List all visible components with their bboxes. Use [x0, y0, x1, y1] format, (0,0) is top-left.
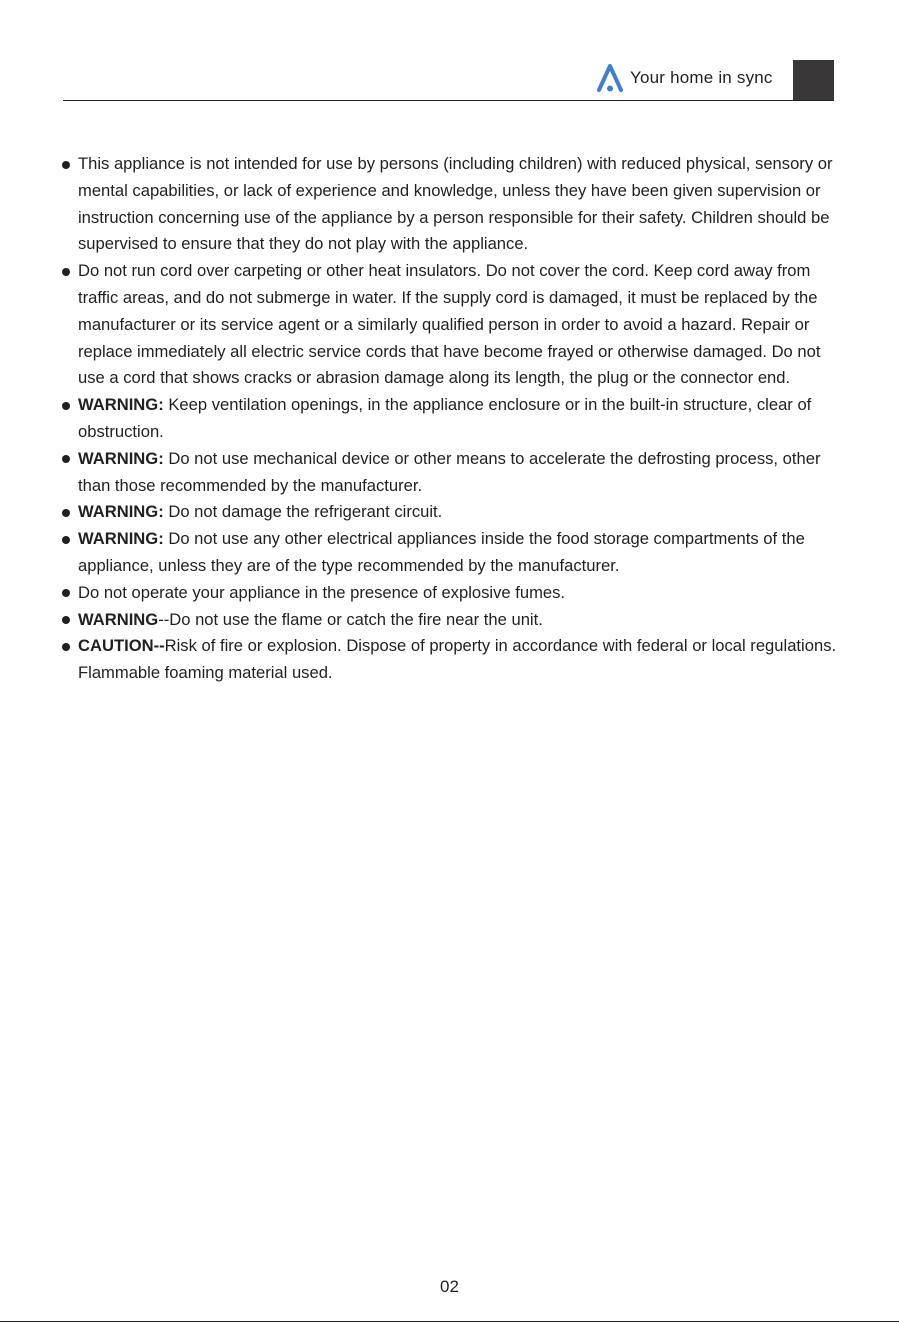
bullet-icon	[62, 161, 70, 169]
bullet-icon	[62, 616, 70, 624]
item-text: Keep ventilation openings, in the appliance enclosure or in the built-in structure, clear of obstruction.	[78, 395, 812, 441]
list-item	[62, 633, 837, 687]
safety-instructions-list	[62, 151, 837, 687]
list-item	[62, 607, 837, 634]
brand-tagline: Your home in sync	[630, 68, 773, 87]
list-item	[62, 151, 837, 258]
list-item	[62, 580, 837, 607]
item-lead: CAUTION--	[78, 636, 165, 656]
bullet-icon	[62, 589, 70, 597]
list-item	[62, 499, 837, 526]
page-number: 02	[440, 1277, 459, 1296]
item-text: Do not use mechanical device or other means to accelerate the defrosting process, other than those recommended by the manufacturer.	[78, 448, 821, 495]
item-lead: WARNING:	[78, 448, 164, 468]
header-divider	[63, 100, 834, 101]
item-lead: WARNING	[78, 609, 159, 629]
item-text: Risk of fire or explosion. Dispose of property in accordance with federal or local regulations. Flammable foaming material used.	[78, 636, 837, 683]
header-color-block	[793, 60, 834, 101]
list-item	[62, 446, 837, 500]
item-text: Do not damage the refrigerant circuit.	[163, 502, 443, 522]
item-lead: WARNING:	[78, 502, 164, 522]
item-lead: WARNING:	[78, 395, 164, 415]
item-text: This appliance is not intended for use by persons (including children) with reduced physical, sensory or mental capabilities, or lack of experience and knowledge, unless they have been given supervision or instruction concerning use of the appliance by a person responsible for their safety. Children should be supervised to ensure that they do not play with the appliance.	[78, 154, 833, 254]
list-item	[62, 526, 837, 580]
bullet-icon	[62, 643, 70, 651]
list-item	[62, 392, 837, 446]
blue-a-logo-icon	[596, 63, 624, 93]
item-text: --Do not use the flame or catch the fire near the unit.	[158, 609, 543, 629]
item-text: Do not run cord over carpeting or other heat insulators. Do not cover the cord. Keep cord away from traffic areas, and do not submerge in water. If the supply cord is damaged, it must be replaced by the manufacturer or its service agent or a similarly qualified person in order to avoid a hazard. Repair or replace immediately all electric service cords that have become frayed or otherwise damaged. Do not use a cord that shows cracks or abrasion damage along its length, the plug or the connector end.	[78, 261, 821, 388]
list-item	[62, 258, 837, 392]
bullet-icon	[62, 509, 70, 517]
bullet-icon	[62, 536, 70, 544]
item-text: Do not use any other electrical appliances inside the food storage compartments of the appliance, unless they are of the type recommended by the manufacturer.	[78, 529, 805, 575]
bullet-icon	[62, 455, 70, 463]
brand-header	[596, 60, 773, 96]
item-text: Do not operate your appliance in the presence of explosive fumes.	[78, 582, 566, 602]
footer-divider	[0, 1321, 899, 1322]
bullet-icon	[62, 402, 70, 410]
bullet-icon	[62, 268, 70, 276]
item-lead: WARNING:	[78, 529, 164, 549]
